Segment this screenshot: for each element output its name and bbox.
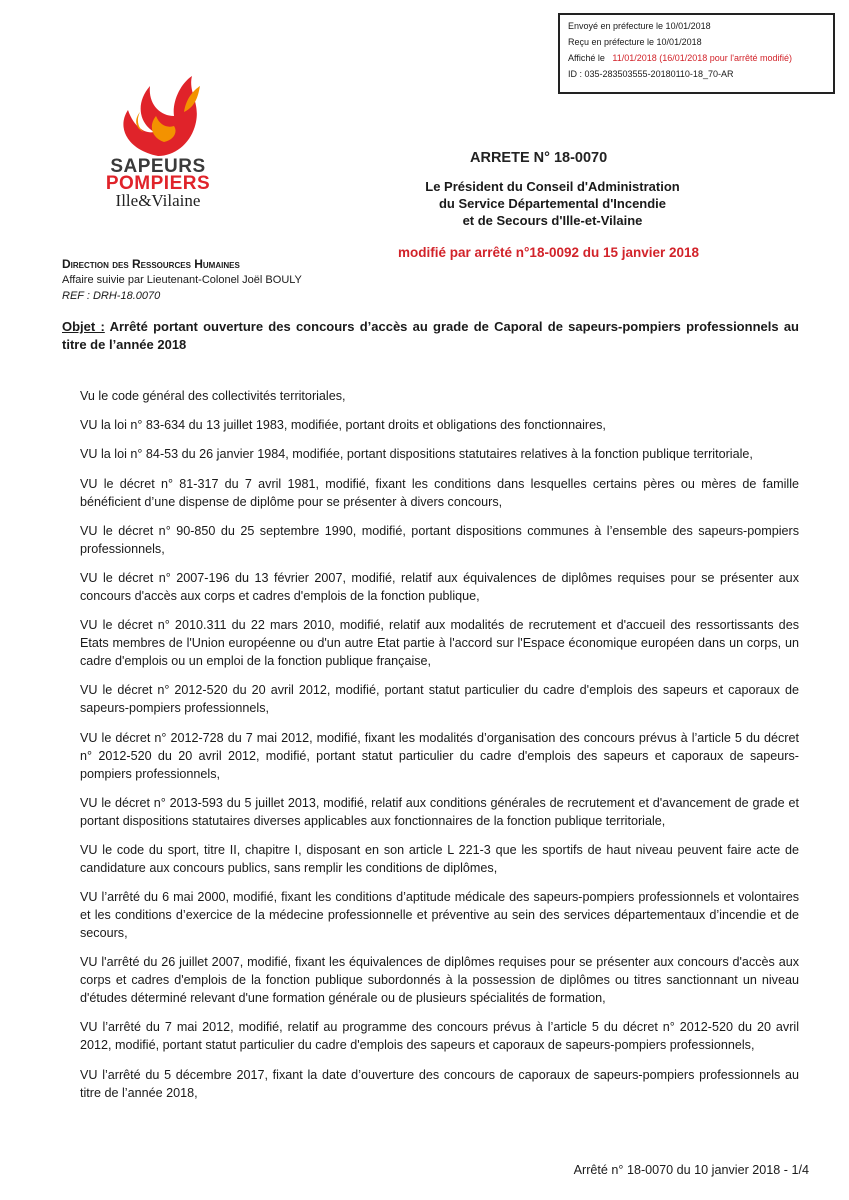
issuing-authority bbox=[380, 178, 725, 229]
authority-line-1: Le Président du Conseil d'Administration bbox=[425, 179, 680, 194]
subject-label: Objet : bbox=[62, 319, 105, 334]
stamp-displayed-value: 11/01/2018 (16/01/2018 pour l'arrêté modifié) bbox=[612, 53, 793, 63]
reference: REF : DRH-18.0070 bbox=[62, 290, 161, 302]
direction-name: Direction des Ressources Humaines bbox=[62, 257, 240, 271]
visa-paragraph: VU le décret n° 2012-520 du 20 avril 2012, modifié, portant statut particulier du cadre d'emplois des sapeurs et caporaux de sapeurs-pompiers professionnels, bbox=[80, 683, 799, 716]
subject-text: Arrêté portant ouverture des concours d’accès au grade de Caporal de sapeurs-pompiers professionnels au titre de l’année 2018 bbox=[62, 319, 799, 352]
visa-paragraph: VU l’arrêté du 7 mai 2012, modifié, relatif au programme des concours prévus à l’article 5 du décret n° 2012-520 du 20 avril 2012, modifié, portant statut particulier du cadre d'emplois des sapeurs et caporaux de sapeurs-pompiers professionnels, bbox=[80, 1020, 799, 1053]
visa-paragraph: VU l’arrêté du 5 décembre 2017, fixant la date d’ouverture des concours de caporaux de sapeurs-pompiers professionnels au titre de l’année 2018, bbox=[80, 1067, 799, 1100]
flame-emblem-icon bbox=[88, 72, 228, 158]
sdis-logo bbox=[88, 72, 228, 212]
direction-block bbox=[62, 256, 302, 304]
followed-by: Affaire suivie par Lieutenant-Colonel Joël BOULY bbox=[62, 274, 302, 286]
stamp-id: ID : 035-283503555-20180110-18_70-AR bbox=[568, 69, 734, 79]
visas-list bbox=[80, 387, 799, 1113]
stamp-received: Reçu en préfecture le 10/01/2018 bbox=[568, 37, 702, 47]
stamp-displayed bbox=[568, 50, 825, 66]
logo-word-pompiers: POMPIERS bbox=[105, 173, 211, 194]
modification-note: modifié par arrêté n°18-0092 du 15 janvier 2018 bbox=[398, 245, 700, 260]
logo-word-region: Ille&Vilaine bbox=[115, 191, 201, 210]
authority-line-3: et de Secours d'Ille-et-Vilaine bbox=[462, 213, 643, 228]
visa-paragraph: VU le décret n° 2012-728 du 7 mai 2012, modifié, fixant les modalités d’organisation des concours prévus à l’article 5 du décret n° 2012-520 du 20 avril 2012, modifié, portant statut particulier du cadre d'emplois des sapeurs et caporaux de sapeurs-pompiers professionnels, bbox=[80, 730, 799, 781]
visa-paragraph: VU le décret n° 81-317 du 7 avril 1981, modifié, fixant les conditions dans lesquelles certains pères ou mères de famille bénéficient d’une dispense de diplôme pour se présenter à divers concours, bbox=[80, 476, 799, 509]
visa-paragraph: VU la loi n° 84-53 du 26 janvier 1984, modifiée, portant dispositions statutaires relatives à la fonction publique territoriale, bbox=[80, 447, 753, 462]
visa-paragraph: VU le décret n° 2013-593 du 5 juillet 2013, modifié, relatif aux conditions générales de recrutement et d'avancement de grade et portant dispositions statutaires diverses applicables aux fonctionnaires de la fonction publique territoriale, bbox=[80, 795, 799, 828]
arrete-title: ARRETE N° 18-0070 bbox=[470, 150, 608, 166]
visa-paragraph: Vu le code général des collectivités territoriales, bbox=[80, 389, 346, 403]
visa-paragraph: VU le décret n° 2010.311 du 22 mars 2010, modifié, relatif aux modalités de recrutement et d'accueil des ressortissants des Etats membres de l'Union européenne ou d'un autre Etat partie à l'accord sur l'Espace économique européen dans un corps, un cadre d'emplois ou un emploi de la fonction publique française, bbox=[80, 618, 799, 669]
visa-paragraph: VU l'arrêté du 26 juillet 2007, modifié, fixant les équivalences de diplômes requises pour se présenter aux concours d'accès aux corps et cadres d'emplois de la fonction publique subordonnés à la possession de diplômes ou titres sanctionnant un niveau d'études déterminé relevant d'une formation générale ou de plusieurs spécialités de formation, bbox=[80, 955, 799, 1006]
visa-paragraph: VU le décret n° 90-850 du 25 septembre 1990, modifié, portant dispositions communes à l’ensemble des sapeurs-pompiers professionnels, bbox=[80, 523, 799, 556]
visa-paragraph: VU le décret n° 2007-196 du 13 février 2007, modifié, relatif aux équivalences de diplômes requises pour se présenter aux concours d'accès aux corps et cadres d'emplois de la fonction publique, bbox=[80, 570, 799, 603]
visa-paragraph: VU l’arrêté du 6 mai 2000, modifié, fixant les conditions d’aptitude médicale des sapeurs-pompiers professionnels et volontaires et les conditions d’exercice de la médecine professionnelle et préventive au sein des services départementaux d’incendie et de secours, bbox=[80, 890, 799, 941]
visa-paragraph: VU la loi n° 83-634 du 13 juillet 1983, modifiée, portant droits et obligations des fonctionnaires, bbox=[80, 418, 606, 433]
visa-paragraph: VU le code du sport, titre II, chapitre I, disposant en son article L 221-3 que les sportifs de haut niveau peuvent faire acte de candidature aux concours publics, sans remplir les conditions de diplômes, bbox=[80, 842, 799, 875]
logo-word-sapeurs: SAPEURS bbox=[110, 156, 206, 177]
prefecture-stamp bbox=[558, 13, 835, 94]
page-footer: Arrêté n° 18-0070 du 10 janvier 2018 - 1/4 bbox=[573, 1163, 809, 1177]
authority-line-2: du Service Départemental d'Incendie bbox=[438, 196, 667, 211]
stamp-sent: Envoyé en préfecture le 10/01/2018 bbox=[568, 21, 711, 31]
subject bbox=[62, 318, 799, 354]
stamp-displayed-label: Affiché le bbox=[568, 53, 605, 63]
